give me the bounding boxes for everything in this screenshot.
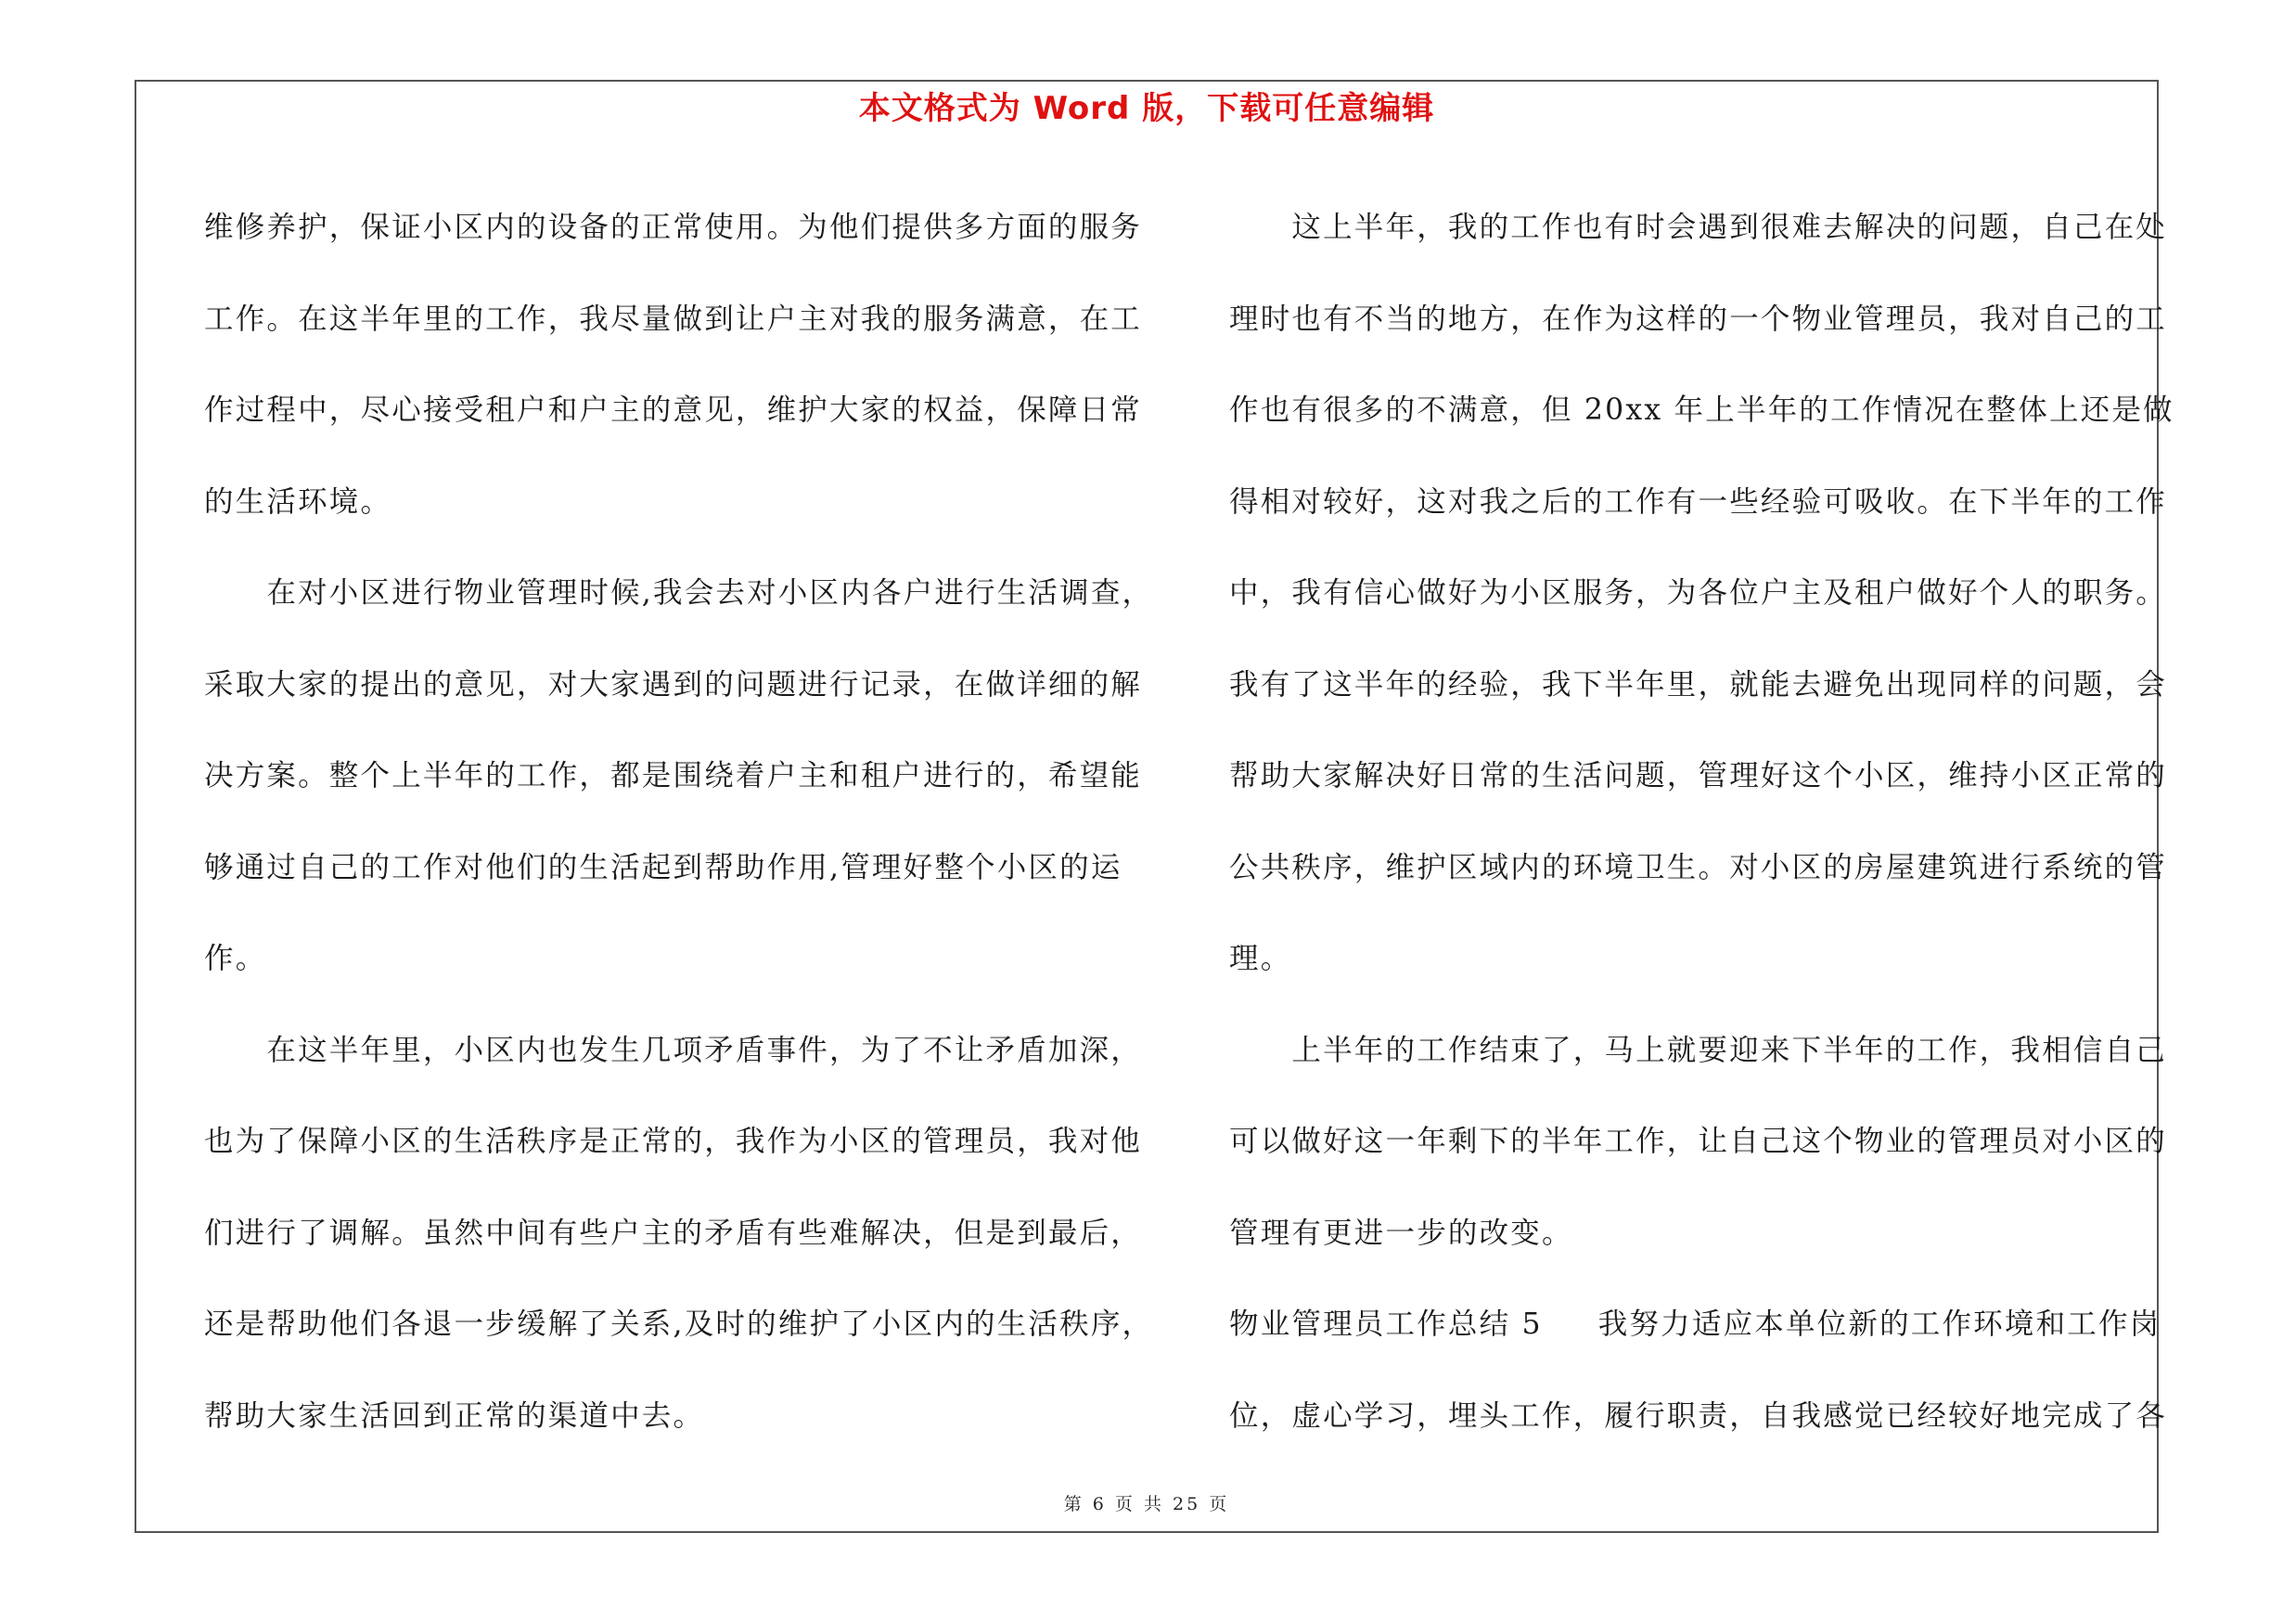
paragraph-line: 可以做好这一年剩下的半年工作，让自己这个物业的管理员对小区的	[1229, 1125, 2168, 1158]
paragraph-line: 作也有很多的不满意，但 20xx 年上半年的工作情况在整体上还是做	[1229, 393, 2174, 427]
right-text-column	[1229, 182, 2174, 1462]
paragraph-line: 这上半年，我的工作也有时会遇到很难去解决的问题，自己在处	[1229, 211, 2168, 244]
paragraph-line: 在对小区进行物业管理时候,我会去对小区内各户进行生活调查，	[204, 576, 1154, 610]
paragraph-line: 的生活环境。	[204, 484, 392, 519]
paragraph-line: 位，虚心学习，埋头工作，履行职责，自我感觉已经较好地完成了各	[1229, 1398, 2168, 1433]
paragraph-line: 决方案。整个上半年的工作，都是围绕着户主和租户进行的，希望能	[204, 759, 1143, 792]
paragraph-line: 管理有更进一步的改变。	[1229, 1216, 1573, 1250]
paragraph-line: 维修养护，保证小区内的设备的正常使用。为他们提供多方面的服务	[204, 211, 1143, 244]
section-heading-line	[1229, 1279, 2171, 1371]
paragraph-line: 作。	[204, 942, 267, 975]
paragraph-line: 上半年的工作结束了，马上就要迎来下半年的工作，我相信自己	[1229, 1033, 2168, 1067]
format-notice-banner: 本文格式为 Word 版，下载可任意编辑	[858, 90, 1435, 127]
paragraph-line: 们进行了调解。虽然中间有些户主的矛盾有些难解决，但是到最后，	[204, 1216, 1143, 1250]
paragraph-line: 理。	[1229, 942, 1292, 975]
paragraph-line: 也为了保障小区的生活秩序是正常的，我作为小区的管理员，我对他	[204, 1125, 1143, 1158]
paragraph-line: 采取大家的提出的意见，对大家遇到的问题进行记录，在做详细的解	[204, 667, 1143, 702]
paragraph-line: 理时也有不当的地方，在作为这样的一个物业管理员，我对自己的工	[1229, 302, 2168, 336]
paragraph-line: 我有了这半年的经验，我下半年里，就能去避免出现同样的问题，会	[1229, 667, 2168, 702]
paragraph-line: 帮助大家生活回到正常的渠道中去。	[204, 1398, 705, 1433]
page-number-footer: 第 6 页 共 25 页	[1063, 1494, 1230, 1514]
paragraph-line: 得相对较好，这对我之后的工作有一些经验可吸收。在下半年的工作	[1229, 484, 2168, 519]
section-title: 物业管理员工作总结 5	[1229, 1307, 1543, 1341]
paragraph-line: 够通过自己的工作对他们的生活起到帮助作用,管理好整个小区的运	[204, 850, 1122, 884]
paragraph-line: 工作。在这半年里的工作，我尽量做到让户主对我的服务满意，在工	[204, 302, 1143, 336]
paragraph-line: 作过程中，尽心接受租户和户主的意见，维护大家的权益，保障日常	[204, 393, 1143, 427]
section-intro-text: 我努力适应本单位新的工作环境和工作岗	[1597, 1307, 2161, 1341]
paragraph-line: 还是帮助他们各退一步缓解了关系,及时的维护了小区内的生活秩序，	[204, 1307, 1154, 1341]
paragraph-line: 公共秩序，维护区域内的环境卫生。对小区的房屋建筑进行系统的管	[1229, 850, 2168, 884]
paragraph-line: 在这半年里，小区内也发生几项矛盾事件，为了不让矛盾加深，	[204, 1033, 1143, 1067]
paragraph-line: 帮助大家解决好日常的生活问题，管理好这个小区，维持小区正常的	[1229, 759, 2168, 792]
paragraph-line: 中，我有信心做好为小区服务，为各位户主及租户做好个人的职务。	[1229, 576, 2168, 610]
left-text-column	[204, 182, 1154, 1462]
